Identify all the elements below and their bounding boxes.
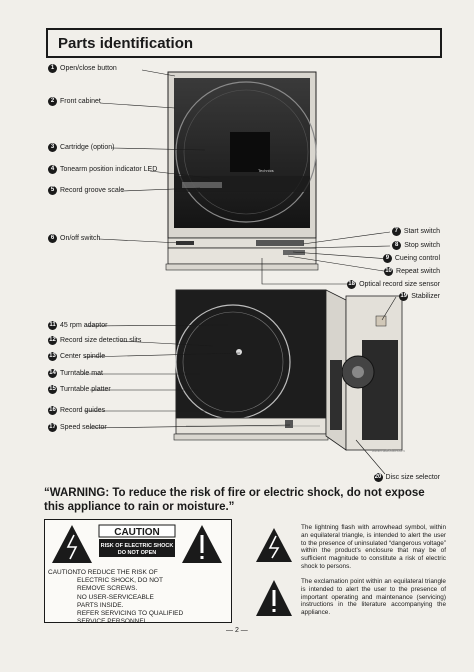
- label-tonearm-led: 4 Tonearm position indicator LED: [48, 165, 157, 174]
- lightning-triangle-icon: [52, 525, 92, 563]
- label-stop-switch: 8 Stop switch: [392, 241, 440, 250]
- label-record-guides: 16 Record guides: [49, 407, 106, 414]
- exclamation-triangle-icon: [182, 525, 222, 563]
- label-record-size-slits: 12 Record size detection slits: [49, 337, 142, 344]
- caution-body: TO REDUCE THE RISK OF ELECTRIC SHOCK, DO NOT REMOVE SCREWS. NO USER-SERVICEABLE PARTS INSIDE. REFER SERVICING TO QUALIFIED SERVICE PERSONNEL.: [77, 569, 184, 626]
- caution-graphic: [44, 519, 232, 571]
- label-speed-selector: 17 Speed selector: [49, 424, 107, 431]
- label-front-cabinet: 2 Front cabinet: [48, 97, 101, 106]
- label-record-groove-scale: 5 Record groove scale: [48, 186, 124, 195]
- symbol-icons: [254, 524, 294, 620]
- lightning-note: The lightning flash with arrowhead symbol, within an equilateral triangle, is intended to alert the user to the presence of uninsulated “dangerous voltage” within the product's enclosure that may be of sufficient magnitude to constitute a risk of electric shock to persons.: [301, 524, 446, 570]
- label-open-close-button: 1 Open/close button: [48, 64, 117, 73]
- label-turntable-platter: 15 Turntable platter: [49, 386, 111, 393]
- label-disc-size-selector: 20 Disc size selector: [374, 474, 440, 481]
- warning-text: “WARNING: To reduce the risk of fire or electric shock, do not expose this appliance to rain or moisture.”: [44, 487, 425, 513]
- label-on-off-switch: 6 On/off switch: [48, 234, 100, 243]
- label-turntable-mat: 14 Turntable mat: [49, 370, 103, 377]
- page-number: — 2 —: [226, 627, 248, 634]
- brand-text: Technics: [258, 168, 274, 173]
- turntable-closed: [166, 72, 318, 270]
- caution-banner-line1: RISK OF ELECTRIC SHOCK: [100, 543, 174, 549]
- label-optical-record-size-sensor: 18 Optical record size sensor: [348, 281, 440, 288]
- label-45rpm-adaptor: 11 45 rpm adaptor: [49, 322, 108, 329]
- caution-banner-line2: DO NOT OPEN: [117, 550, 157, 556]
- label-stabilizer: 19 Stabilizer: [400, 293, 440, 300]
- label-center-spindle: 13 Center spindle: [49, 353, 106, 360]
- label-repeat-switch: 10 Repeat switch: [385, 268, 440, 275]
- exclamation-note: The exclamation point within an equilateral triangle is intended to alert the user to the presence of important operating and maintenance (servicing) instructions in the literature accompanying the appliance.: [301, 578, 446, 617]
- lightning-symbol-icon: [256, 528, 292, 562]
- page-title: Parts identification: [58, 35, 194, 52]
- label-cartridge: 3 Cartridge (option): [48, 143, 114, 152]
- exclamation-symbol-icon: [256, 580, 292, 616]
- caution-prefix: CAUTION:: [48, 569, 80, 576]
- caution-heading: CAUTION: [114, 527, 160, 538]
- label-cueing-control: 9 Cueing control: [383, 254, 440, 263]
- credit-text: www.radiofan.com: [372, 448, 405, 453]
- label-start-switch: 7 Start switch: [392, 227, 440, 236]
